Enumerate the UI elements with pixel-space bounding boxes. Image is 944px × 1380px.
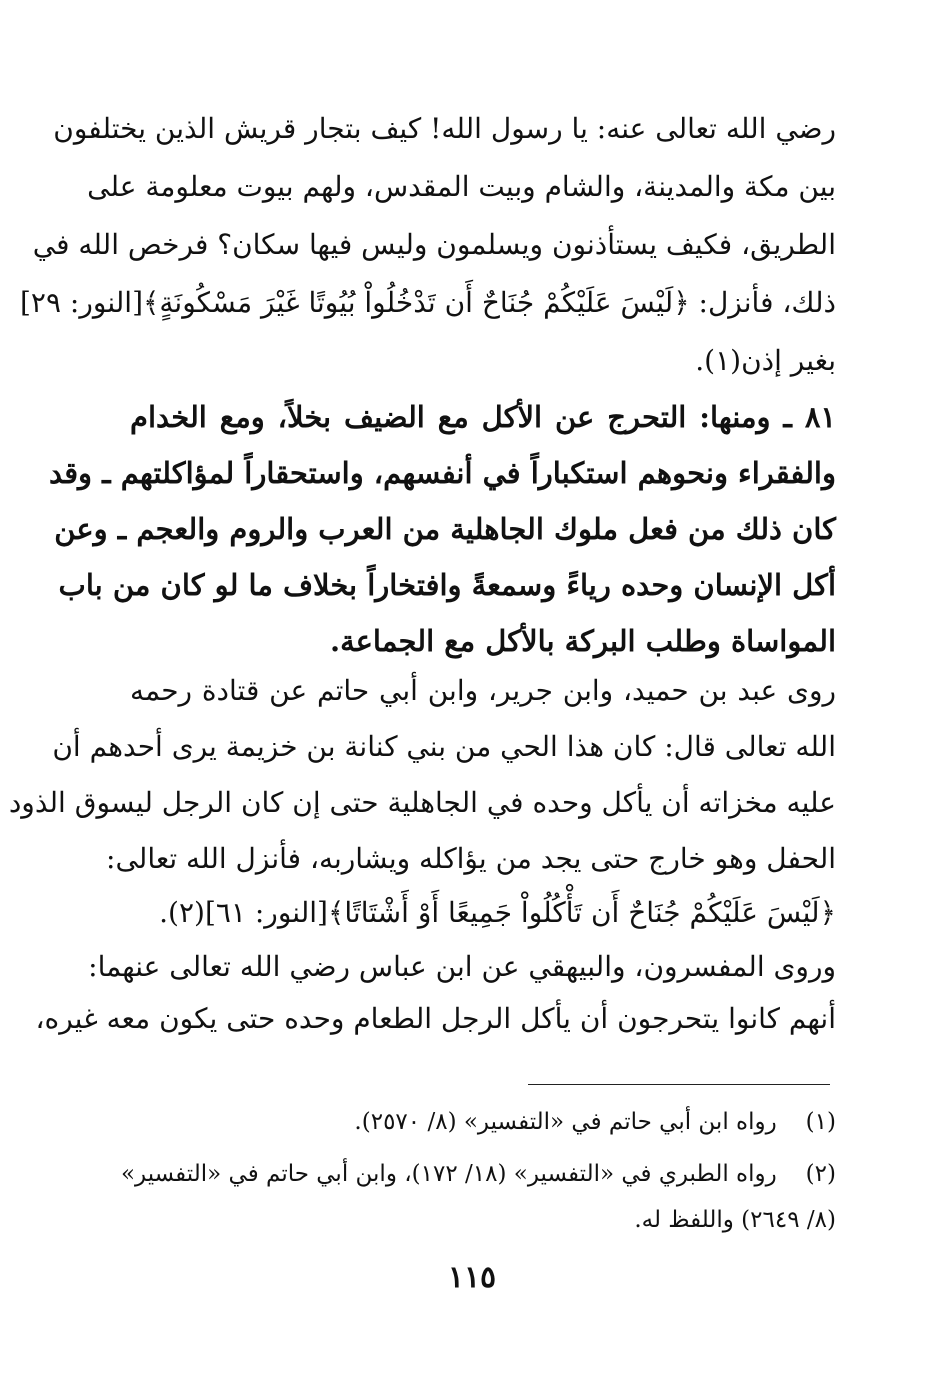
text-line: الحفل وهو خارج حتى يجد من يؤاكله ويشاربه، فأنزل الله تعالى:: [106, 842, 836, 875]
text-line: بين مكة والمدينة، والشام وبيت المقدس، ولهم بيوت معلومة على: [87, 170, 836, 203]
text-line: أكل الإنسان وحده رياءً وسمعةً وافتخاراً بخلاف ما لو كان من باب: [58, 568, 836, 602]
text-line-with-quran-verse: ذلك، فأنزل: ﴿لَيْسَ عَلَيْكُمْ جُنَاحٌ أَن تَدْخُلُواْ بُيُوتًا غَيْرَ مَسْكُونَةٍ﴾[النور: ٢٩]: [19, 286, 836, 319]
text-line: بغير إذن(١).: [695, 344, 836, 377]
text-line: وروى المفسرون، والبيهقي عن ابن عباس رضي الله تعالى عنهما:: [88, 950, 836, 983]
text-line: رضي الله تعالى عنه: يا رسول الله! كيف بتجار قريش الذين يختلفون: [53, 112, 836, 145]
text-line: والفقراء ونحوهم استكباراً في أنفسهم، واستحقاراً لمؤاكلتهم ـ وقد: [48, 456, 836, 490]
footnote-2: [120, 1152, 836, 1196]
footnote-2-continuation: [130, 1198, 836, 1242]
text-line: أنهم كانوا يتحرجون أن يأكل الرجل الطعام وحده حتى يكون معه غيره،: [35, 1002, 836, 1035]
text-line: ٨١ ـ ومنها: التحرج عن الأكل مع الضيف بخلاً، ومع الخدام: [130, 400, 836, 434]
footnote-number: (١): [805, 1109, 836, 1135]
footnote-text: رواه الطبري في «التفسير» (١٨/ ١٧٢)، وابن أبي حاتم في «التفسير»: [120, 1161, 777, 1187]
text-line: عليه مخزاته أن يأكل وحده في الجاهلية حتى إن كان الرجل ليسوق الذود: [8, 786, 836, 819]
text-line: روى عبد بن حميد، وابن جرير، وابن أبي حاتم عن قتادة رحمه: [130, 674, 836, 707]
footnote-text: (٨/ ٢٦٤٩) واللفظ له.: [634, 1207, 836, 1233]
text-line: الطريق، فكيف يستأذنون ويسلمون وليس فيها سكان؟ فرخص الله في: [32, 228, 836, 261]
footnote-separator: [528, 1084, 830, 1085]
footnote-text: رواه ابن أبي حاتم في «التفسير» (٨/ ٢٥٧٠).: [354, 1109, 777, 1135]
text-line: كان ذلك من فعل ملوك الجاهلية من العرب والروم والعجم ـ وعن: [54, 512, 836, 546]
text-line: الله تعالى قال: كان هذا الحي من بني كنانة بن خزيمة يرى أحدهم أن: [52, 730, 836, 763]
footnote-number: (٢): [805, 1161, 836, 1187]
text-line-with-quran-verse: ﴿لَيْسَ عَلَيْكُمْ جُنَاحٌ أَن تَأْكُلُواْ جَمِيعًا أَوْ أَشْتَاتًا﴾[النور: ٦١](٢).: [159, 896, 836, 929]
text-line: المواساة وطلب البركة بالأكل مع الجماعة.: [329, 624, 836, 658]
footnote-1: [130, 1100, 836, 1144]
page-number: ١١٥: [447, 1260, 497, 1295]
